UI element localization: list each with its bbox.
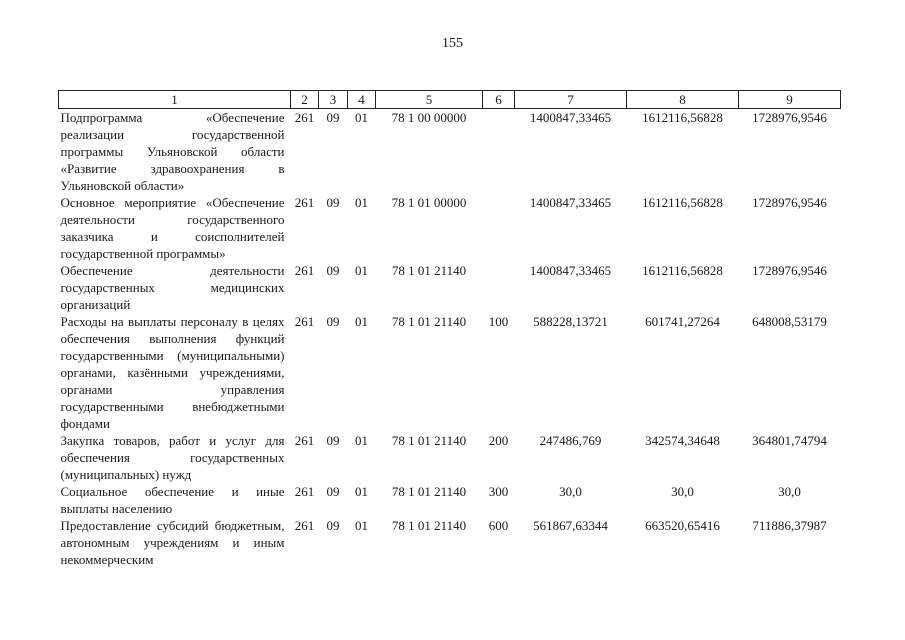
cell-expense-type: 600	[488, 518, 509, 533]
cell-expense-type: 200	[488, 433, 509, 448]
cell-target-article: 78 1 01 21140	[391, 433, 467, 448]
cell-target-article: 78 1 01 21140	[391, 518, 467, 533]
cell-subsection: 01	[355, 263, 368, 278]
column-header: 3	[319, 91, 348, 109]
cell-expense-type: 300	[488, 484, 509, 499]
cell-amount-7: 588228,13721	[533, 314, 608, 329]
cell-expense-type	[483, 109, 515, 195]
cell-admin-code: 261	[294, 110, 315, 125]
cell-subsection: 01	[355, 433, 368, 448]
cell-target-article: 78 1 01 00000	[391, 195, 467, 210]
cell-amount-9: 364801,74794	[752, 433, 827, 448]
row-name: Социальное обеспечение и иные выплаты населению	[60, 484, 285, 516]
cell-admin-code: 261	[294, 263, 315, 278]
table-row	[59, 262, 841, 313]
cell-target-article: 78 1 01 21140	[391, 484, 467, 499]
cell-section: 09	[326, 314, 340, 329]
cell-admin-code: 261	[294, 484, 315, 499]
cell-amount-7: 1400847,33465	[529, 110, 612, 125]
cell-amount-9: 1728976,9546	[752, 263, 827, 278]
cell-amount-7: 561867,63344	[533, 518, 608, 533]
cell-section: 09	[326, 484, 340, 499]
cell-amount-9: 711886,37987	[752, 518, 827, 533]
cell-section: 09	[326, 433, 340, 448]
row-name: Основное мероприятие «Обеспечение деятельности государственного заказчика и соисполнителей государственной программы»	[60, 195, 285, 261]
cell-amount-7: 247486,769	[539, 433, 602, 448]
row-name: Предоставление субсидий бюджетным, автономным учреждениям и иным некоммерческим	[60, 518, 285, 567]
cell-amount-7: 1400847,33465	[529, 263, 612, 278]
cell-amount-7: 1400847,33465	[529, 195, 612, 210]
cell-amount-8: 1612116,56828	[642, 110, 723, 125]
row-name: Обеспечение деятельности государственных медицинских организаций	[60, 263, 285, 312]
table-row	[59, 313, 841, 432]
cell-subsection: 01	[355, 314, 368, 329]
column-header: 9	[739, 91, 841, 109]
cell-target-article: 78 1 01 21140	[391, 314, 467, 329]
cell-subsection: 01	[355, 484, 368, 499]
cell-amount-9: 30,0	[778, 484, 801, 499]
cell-subsection: 01	[355, 195, 368, 210]
column-header: 5	[376, 91, 483, 109]
budget-table	[58, 90, 841, 568]
cell-target-article: 78 1 00 00000	[391, 110, 467, 125]
row-name: Закупка товаров, работ и услуг для обеспечения государственных (муниципальных) нужд	[60, 433, 285, 482]
cell-amount-9: 1728976,9546	[752, 195, 827, 210]
cell-expense-type	[483, 262, 515, 313]
table-row	[59, 109, 841, 195]
table-header	[59, 91, 841, 109]
cell-amount-8: 1612116,56828	[642, 195, 723, 210]
cell-amount-7: 30,0	[559, 484, 582, 499]
row-name: Подпрограмма «Обеспечение реализации государственной программы Ульяновской области «Развитие здравоохранения в Ульяновской области»	[60, 110, 285, 193]
cell-admin-code: 261	[294, 433, 315, 448]
cell-section: 09	[326, 110, 340, 125]
cell-admin-code: 261	[294, 195, 315, 210]
cell-amount-8: 30,0	[671, 484, 694, 499]
cell-target-article: 78 1 01 21140	[391, 263, 467, 278]
cell-expense-type	[483, 194, 515, 262]
cell-amount-8: 1612116,56828	[642, 263, 723, 278]
cell-amount-8: 601741,27264	[645, 314, 720, 329]
cell-subsection: 01	[355, 110, 368, 125]
column-header: 6	[483, 91, 515, 109]
column-header: 4	[348, 91, 376, 109]
cell-expense-type: 100	[488, 314, 509, 329]
table-row	[59, 483, 841, 517]
cell-subsection: 01	[355, 518, 368, 533]
table-row	[59, 194, 841, 262]
column-header: 1	[59, 91, 291, 109]
cell-amount-9: 1728976,9546	[752, 110, 827, 125]
column-header: 2	[291, 91, 319, 109]
cell-amount-8: 663520,65416	[645, 518, 720, 533]
table-row	[59, 432, 841, 483]
cell-admin-code: 261	[294, 518, 315, 533]
table-row	[59, 517, 841, 568]
cell-section: 09	[326, 195, 340, 210]
cell-section: 09	[326, 518, 340, 533]
row-name: Расходы на выплаты персоналу в целях обеспечения выполнения функций государственными (муниципальными) органами, казёнными учреждениями, органами управления государственными внебюджетными фондами	[60, 314, 285, 431]
page-number: 155	[442, 36, 463, 51]
cell-amount-8: 342574,34648	[645, 433, 720, 448]
cell-section: 09	[326, 263, 340, 278]
column-header: 7	[515, 91, 627, 109]
column-header: 8	[627, 91, 739, 109]
cell-amount-9: 648008,53179	[752, 314, 827, 329]
cell-admin-code: 261	[294, 314, 315, 329]
